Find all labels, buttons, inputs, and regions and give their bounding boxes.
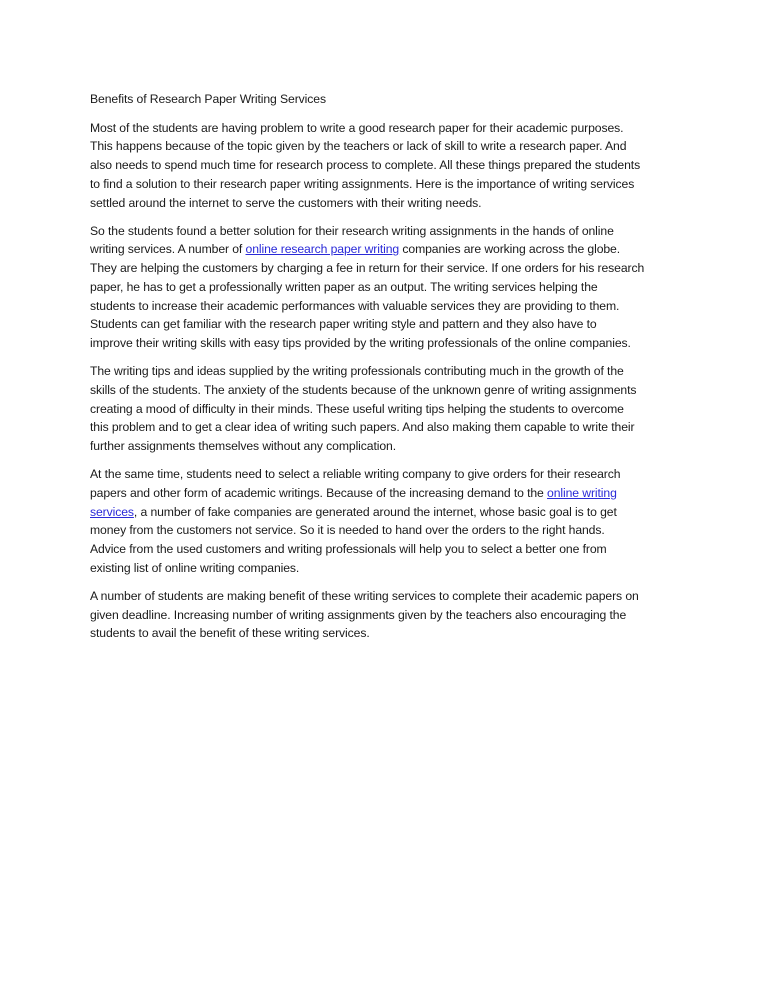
- text-line: [90, 521, 682, 540]
- text-line: [90, 381, 682, 400]
- text-segment: skills of the students. The anxiety of the students because of the unknown genre of writing assignments: [90, 382, 637, 397]
- text-line: [90, 156, 682, 175]
- text-segment: Advice from the used customers and writing professionals will help you to select a better one from: [90, 541, 607, 556]
- text-segment: given deadline. Increasing number of writing assignments given by the teachers also encouraging the: [90, 607, 627, 622]
- text-line: [90, 484, 682, 503]
- text-line: [90, 606, 682, 625]
- paragraph: [90, 222, 682, 353]
- text-line: [90, 559, 682, 578]
- text-line: [90, 297, 682, 316]
- text-segment: This happens because of the topic given by the teachers or lack of skill to write a research paper. And: [90, 139, 627, 154]
- text-line: [90, 362, 682, 381]
- text-line: [90, 259, 682, 278]
- text-segment: settled around the internet to serve the customers with their writing needs.: [90, 195, 482, 210]
- text-segment: to find a solution to their research paper writing assignments. Here is the importance of writing services: [90, 176, 635, 191]
- text-line: [90, 540, 682, 559]
- text-segment: They are helping the customers by charging a fee in return for their service. If one orders for his research: [90, 261, 645, 276]
- text-segment: papers and other form of academic writings. Because of the increasing demand to the: [90, 485, 548, 500]
- hyperlink[interactable]: online writing: [547, 485, 617, 500]
- text-line: [90, 194, 682, 213]
- text-line: [90, 400, 682, 419]
- text-segment: companies are working across the globe.: [399, 242, 621, 257]
- paragraph: [90, 119, 682, 213]
- text-line: [90, 240, 682, 259]
- paragraph: [90, 587, 682, 643]
- text-line: [90, 315, 682, 334]
- paragraph: [90, 362, 682, 456]
- text-segment: A number of students are making benefit of these writing services to complete their academic papers on: [90, 588, 639, 603]
- text-line: [90, 175, 682, 194]
- text-segment: , a number of fake companies are generated around the internet, whose basic goal is to get: [133, 504, 617, 519]
- text-line: [90, 503, 682, 522]
- text-segment: The writing tips and ideas supplied by the writing professionals contributing much in the growth of the: [90, 364, 624, 379]
- text-segment: So the students found a better solution for their research writing assignments in the hands of online: [90, 223, 614, 238]
- text-line: [90, 137, 682, 156]
- text-segment: At the same time, students need to select a reliable writing company to give orders for their research: [90, 467, 621, 482]
- text-segment: writing services. A number of: [90, 242, 246, 257]
- text-segment: existing list of online writing companies.: [90, 560, 300, 575]
- text-segment: Most of the students are having problem to write a good research paper for their academic purposes.: [90, 120, 624, 135]
- document-title: Benefits of Research Paper Writing Services: [90, 92, 326, 106]
- text-segment: money from the customers not service. So it is needed to hand over the orders to the right hands.: [90, 523, 605, 538]
- hyperlink[interactable]: services: [90, 504, 134, 519]
- text-line: [90, 278, 682, 297]
- paragraph: [90, 465, 682, 577]
- text-line: [90, 119, 682, 138]
- text-segment: further assignments themselves without any complication.: [90, 438, 397, 453]
- text-line: [90, 465, 682, 484]
- text-line: [90, 334, 682, 353]
- text-segment: this problem and to get a clear idea of writing such papers. And also making them capable to write their: [90, 420, 635, 435]
- text-segment: Students can get familiar with the research paper writing style and pattern and they also have to: [90, 317, 597, 332]
- text-line: [90, 624, 682, 643]
- text-line: [90, 222, 682, 241]
- paragraph-container: [90, 119, 682, 643]
- text-line: [90, 437, 682, 456]
- document-body: [90, 90, 682, 652]
- text-segment: improve their writing skills with easy tips provided by the writing professionals of the online companies.: [90, 335, 631, 350]
- text-line: [90, 418, 682, 437]
- hyperlink[interactable]: online research paper writing: [245, 242, 400, 257]
- text-segment: also needs to spend much time for research process to complete. All these things prepared the students: [90, 158, 641, 173]
- text-segment: students to avail the benefit of these writing services.: [90, 626, 370, 641]
- text-segment: paper, he has to get a professionally written paper as an output. The writing services helping the: [90, 279, 598, 294]
- text-segment: students to increase their academic performances with valuable services they are providing to them.: [90, 298, 620, 313]
- text-line: [90, 587, 682, 606]
- text-segment: creating a mood of difficulty in their minds. These useful writing tips helping the students to overcome: [90, 401, 624, 416]
